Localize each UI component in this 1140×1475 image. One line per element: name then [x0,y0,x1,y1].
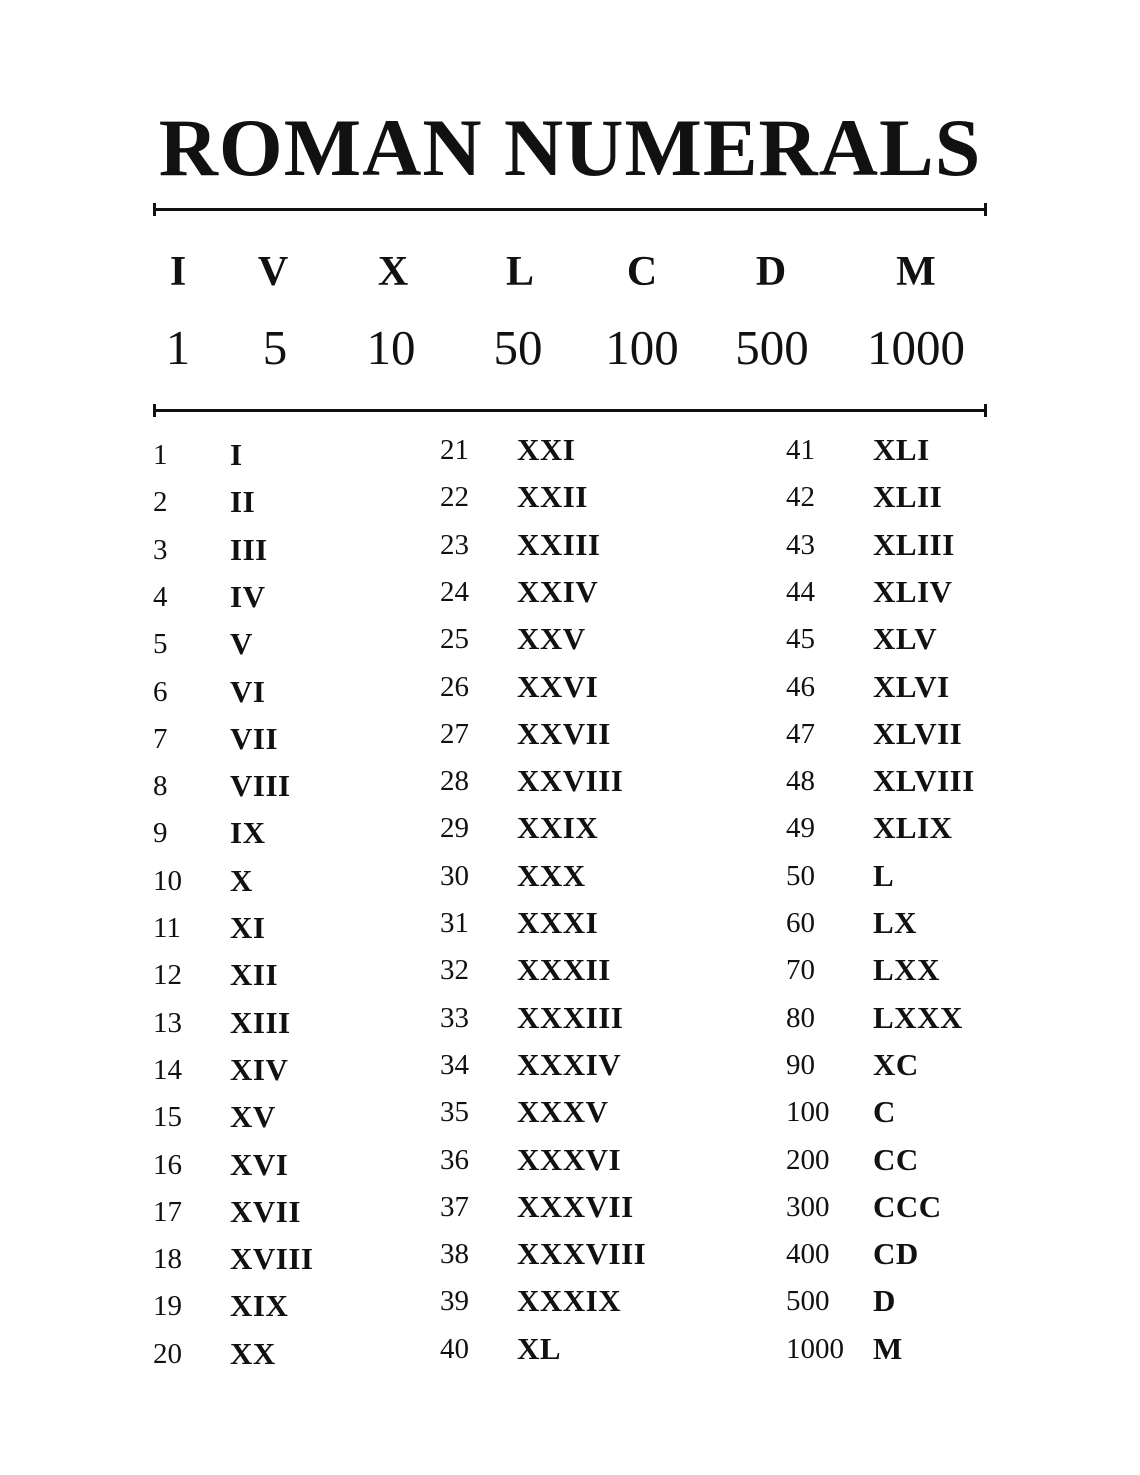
roman-numeral: VII [230,720,279,756]
roman-numeral: XXI [517,432,576,467]
arabic-number: 8 [153,770,168,803]
roman-numeral: XXXVII [517,1188,634,1224]
roman-numeral: CC [873,1141,919,1177]
key-value: 10 [366,320,416,375]
arabic-number: 24 [440,575,469,608]
arabic-number: 11 [153,912,181,944]
arabic-number: 39 [440,1285,469,1318]
roman-numeral: VIII [230,768,291,804]
arabic-number: 26 [440,670,469,703]
roman-numeral: XLIV [873,573,953,609]
arabic-number: 15 [153,1101,182,1134]
roman-numeral: XLI [873,432,930,467]
arabic-number: 14 [153,1053,182,1086]
roman-numeral: LX [873,905,918,940]
roman-numeral: XIII [230,1004,291,1040]
roman-numeral: XXXVI [517,1141,622,1177]
roman-numeral: IX [230,815,266,851]
arabic-number: 40 [440,1332,469,1365]
arabic-number: 19 [153,1290,182,1323]
roman-numeral: VI [230,673,266,709]
arabic-number: 100 [786,1096,830,1129]
roman-numeral: X [230,862,253,898]
arabic-number: 9 [153,817,168,850]
roman-numeral: XXV [517,621,586,657]
arabic-number: 44 [786,575,815,608]
roman-numeral: XLVI [873,668,950,704]
key-symbol: V [257,249,289,295]
arabic-number: 23 [440,528,469,561]
roman-numeral: XVII [230,1193,301,1229]
arabic-number: 200 [786,1143,830,1176]
roman-numeral: XI [230,910,266,945]
roman-numeral: CD [873,1236,919,1272]
roman-numeral: XXVII [517,715,611,751]
arabic-number: 300 [786,1190,830,1223]
key-symbol: M [896,249,936,295]
roman-numeral: C [873,1094,896,1130]
roman-numeral: XXX [517,857,586,893]
arabic-number: 1 [153,439,168,471]
roman-numeral: XLII [873,479,943,515]
roman-numeral: XXXI [517,905,599,940]
roman-numeral: D [873,1283,896,1319]
key-value: 1 [165,320,191,375]
arabic-number: 7 [153,722,168,755]
arabic-number: 36 [440,1143,469,1176]
roman-numeral: XIV [230,1051,289,1087]
middle-divider [153,409,987,412]
roman-numeral: LXXX [873,999,963,1035]
roman-numeral: XXXVIII [517,1236,647,1272]
arabic-number: 12 [153,959,182,992]
roman-numeral: XXVI [517,668,599,704]
roman-numeral: XV [230,1099,276,1135]
arabic-number: 22 [440,481,469,514]
roman-numeral: CCC [873,1188,942,1224]
arabic-number: 3 [153,533,168,566]
arabic-number: 43 [786,528,815,561]
arabic-number: 20 [153,1337,182,1370]
roman-numeral: XXXV [517,1094,609,1130]
roman-numeral: L [873,857,895,893]
arabic-number: 80 [786,1001,815,1034]
roman-numeral: XXXIV [517,1046,622,1082]
key-symbol: X [377,249,409,295]
roman-numeral: XXVIII [517,763,624,799]
arabic-number: 27 [440,717,469,750]
arabic-number: 6 [153,675,168,708]
key-value: 1000 [867,320,965,375]
arabic-number: 45 [786,623,815,656]
roman-numeral: III [230,531,268,567]
arabic-number: 30 [440,859,469,892]
arabic-number: 25 [440,623,469,656]
arabic-number: 49 [786,812,815,845]
roman-numeral: XII [230,957,279,993]
arabic-number: 60 [786,907,815,939]
roman-numeral: XXIX [517,810,599,846]
roman-numeral: XLV [873,621,938,657]
top-divider [153,208,987,211]
arabic-number: 1000 [786,1332,844,1365]
key-symbol: L [505,249,534,295]
arabic-number: 46 [786,670,815,703]
key-value: 500 [735,320,809,375]
roman-numeral: XXXIII [517,999,624,1035]
arabic-number: 35 [440,1096,469,1129]
arabic-number: 500 [786,1285,830,1318]
roman-numeral: I [230,437,243,472]
roman-numeral: M [873,1330,903,1366]
arabic-number: 50 [786,859,815,892]
arabic-number: 17 [153,1195,182,1228]
roman-numeral: XXIV [517,573,599,609]
arabic-number: 16 [153,1148,182,1181]
roman-numeral: LXX [873,952,940,988]
roman-numeral: XLVIII [873,763,975,799]
roman-numeral: II [230,484,256,520]
arabic-number: 4 [153,580,168,613]
roman-numeral: IV [230,578,266,614]
roman-numeral: XLIX [873,810,953,846]
arabic-number: 29 [440,812,469,845]
arabic-number: 37 [440,1190,469,1223]
roman-numeral: XLVII [873,715,963,751]
roman-numeral: V [230,626,253,662]
arabic-number: 38 [440,1238,469,1271]
arabic-number: 42 [786,481,815,514]
roman-numeral: XLIII [873,526,955,562]
arabic-number: 31 [440,907,469,939]
arabic-number: 70 [786,954,815,987]
key-value: 50 [493,320,543,375]
arabic-number: 48 [786,765,815,798]
roman-numeral: XVI [230,1146,289,1182]
roman-numeral: XC [873,1046,919,1082]
arabic-number: 13 [153,1006,182,1039]
arabic-number: 28 [440,765,469,798]
key-symbol: D [755,249,787,295]
roman-numeral: XL [517,1330,562,1366]
arabic-number: 34 [440,1048,469,1081]
roman-numeral: XIX [230,1288,289,1324]
arabic-number: 5 [153,628,168,661]
roman-numeral: XXXII [517,952,611,988]
roman-numeral: XXIII [517,526,601,562]
arabic-number: 10 [153,864,182,897]
arabic-number: 21 [440,434,469,466]
key-value: 100 [605,320,679,375]
arabic-number: 33 [440,1001,469,1034]
arabic-number: 18 [153,1243,182,1276]
arabic-number: 2 [153,486,168,519]
page-title: ROMAN NUMERALS [158,102,982,193]
key-symbol: I [169,249,187,295]
roman-numeral: XXXIX [517,1283,622,1319]
roman-numeral: XX [230,1335,276,1371]
arabic-number: 32 [440,954,469,987]
roman-numeral: XVIII [230,1241,314,1277]
key-symbol: C [626,249,658,295]
arabic-number: 90 [786,1048,815,1081]
arabic-number: 400 [786,1238,830,1271]
arabic-number: 41 [786,434,815,466]
arabic-number: 47 [786,717,815,750]
key-value: 5 [262,320,288,375]
roman-numeral: XXII [517,479,588,515]
